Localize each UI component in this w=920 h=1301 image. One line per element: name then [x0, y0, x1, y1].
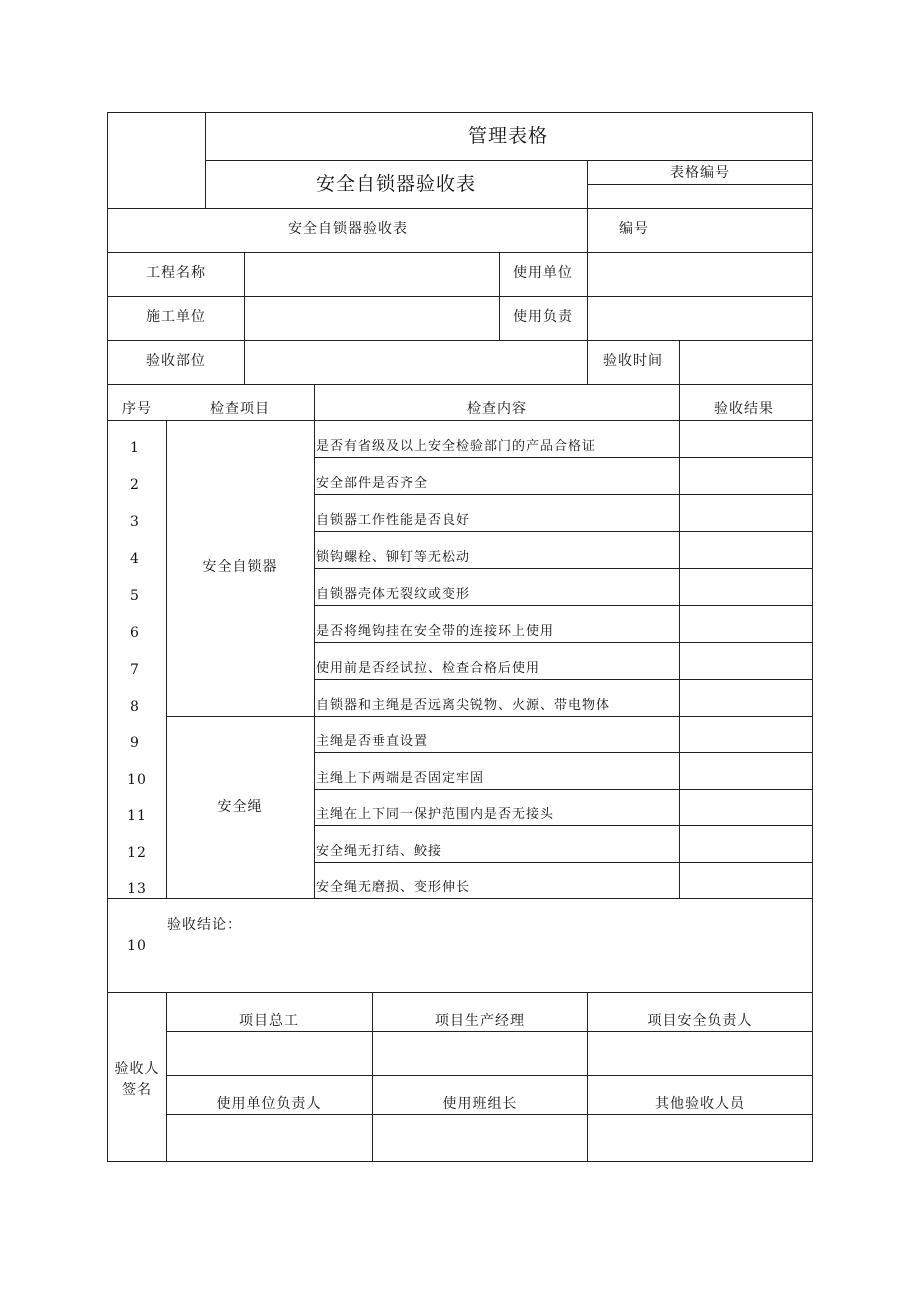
- rule-row-1: [314, 457, 813, 458]
- group-label-self-locker: 安全自锁器: [202, 559, 278, 575]
- inspection-part-label: 验收部位: [146, 353, 206, 369]
- rule-sig-2: [166, 1075, 813, 1076]
- rule-info-value-b: [587, 252, 588, 340]
- main-title: 管理表格: [467, 125, 549, 147]
- rule-col-item: [314, 384, 315, 898]
- rule-info-3: [107, 384, 813, 385]
- col-header-result: 验收结果: [714, 401, 774, 417]
- row-content: 是否将绳钩挂在安全带的连接环上使用: [316, 624, 555, 639]
- rule-row-7: [314, 679, 813, 680]
- rule-row-5: [314, 605, 813, 606]
- row-no: 13: [127, 881, 147, 897]
- rule-info-label-b: [499, 252, 500, 340]
- rule-sig-col-2: [587, 992, 588, 1162]
- group-label-safety-rope: 安全绳: [217, 799, 263, 815]
- conclusion-label: 验收结论：: [167, 917, 242, 933]
- rule-row-11: [314, 825, 813, 826]
- row-content: 主绳是否垂直设置: [316, 734, 429, 749]
- rule-header-mid: [205, 160, 813, 161]
- rule-row-6: [314, 642, 813, 643]
- row-content: 自锁器壳体无裂纹或变形: [316, 587, 471, 602]
- form-title: 安全自锁器验收表: [315, 173, 477, 195]
- rule-sig-1: [166, 1031, 813, 1032]
- rule-col-header: [107, 420, 813, 421]
- row-no: 4: [130, 551, 140, 567]
- rule-conclusion-bottom: [107, 992, 813, 993]
- construction-unit-label: 施工单位: [146, 309, 206, 325]
- row-content: 主绳在上下同一保护范围内是否无接头: [316, 807, 555, 822]
- signature-role: 其他验收人员: [655, 1096, 745, 1112]
- border-top: [107, 112, 813, 113]
- rule-col-no: [166, 420, 167, 898]
- signature-label-line2: 签名: [122, 1082, 152, 1098]
- row-no: 3: [130, 514, 140, 530]
- row-no: 1: [130, 440, 140, 456]
- rule-form-number-mid: [587, 184, 813, 185]
- row-content: 是否有省级及以上安全检验部门的产品合格证: [316, 439, 597, 454]
- border-left: [107, 112, 108, 1162]
- row-content: 使用前是否经试拉、检查合格后使用: [316, 661, 541, 676]
- rule-table-bottom: [107, 898, 813, 899]
- rule-sig-label: [166, 992, 167, 1162]
- rule-form-number-cell: [587, 160, 588, 252]
- subheader-title: 安全自锁器验收表: [288, 221, 408, 237]
- row-content: 安全绳无打结、鲛接: [316, 844, 443, 859]
- col-header-item: 检查项目: [210, 401, 270, 417]
- border-right: [812, 112, 813, 1162]
- row-no: 8: [130, 699, 140, 715]
- row-content: 自锁器和主绳是否远离尖锐物、火源、带电物体: [316, 698, 611, 713]
- row-no: 11: [127, 808, 147, 824]
- row-content: 主绳上下两端是否固定牢固: [316, 771, 485, 786]
- rule-info-label-a: [244, 252, 245, 384]
- rule-row-12: [314, 862, 813, 863]
- row-content: 安全部件是否齐全: [316, 476, 429, 491]
- rule-row-2: [314, 494, 813, 495]
- border-bottom: [107, 1161, 813, 1162]
- signature-role: 项目安全负责人: [647, 1013, 753, 1029]
- rule-group-split: [166, 716, 813, 717]
- user-unit-label: 使用单位: [513, 265, 573, 281]
- signature-role: 项目总工: [239, 1013, 299, 1029]
- user-responsible-label: 使用负责: [513, 309, 573, 325]
- number-label: 编号: [619, 221, 649, 237]
- col-header-no: 序号: [122, 401, 152, 417]
- conclusion-no: 10: [127, 938, 147, 954]
- rule-col-result: [679, 384, 680, 898]
- form-number-label: 表格编号: [670, 165, 730, 181]
- signature-role: 使用单位负责人: [216, 1096, 322, 1112]
- rule-info-time-a: [587, 340, 588, 384]
- inspection-time-label: 验收时间: [603, 353, 663, 369]
- row-no: 5: [130, 588, 140, 604]
- col-header-content: 检查内容: [467, 401, 527, 417]
- row-no: 10: [127, 772, 147, 788]
- signature-label-line1: 验收人: [114, 1061, 160, 1077]
- rule-row-3: [314, 531, 813, 532]
- rule-info-time-b: [679, 340, 680, 384]
- row-no: 12: [127, 845, 147, 861]
- row-content: 锁钩螺栓、铆钉等无松动: [316, 550, 471, 565]
- rule-row-4: [314, 568, 813, 569]
- row-no: 2: [130, 477, 140, 493]
- row-no: 6: [130, 625, 140, 641]
- signature-role: 使用班组长: [442, 1096, 518, 1112]
- rule-sig-3: [166, 1114, 813, 1115]
- project-name-label: 工程名称: [146, 265, 206, 281]
- rule-sig-col-1: [372, 992, 373, 1162]
- signature-role: 项目生产经理: [435, 1013, 525, 1029]
- row-no: 9: [130, 735, 140, 751]
- rule-info-2: [107, 340, 813, 341]
- row-no: 7: [130, 662, 140, 678]
- rule-info-1: [107, 296, 813, 297]
- rule-row-10: [314, 789, 813, 790]
- row-content: 安全绳无磨损、变形伸长: [316, 880, 471, 895]
- rule-row-9: [314, 752, 813, 753]
- rule-logo-cell: [205, 112, 206, 208]
- row-content: 自锁器工作性能是否良好: [316, 513, 471, 528]
- rule-subheader-bottom: [107, 252, 813, 253]
- rule-header-bottom: [107, 208, 813, 209]
